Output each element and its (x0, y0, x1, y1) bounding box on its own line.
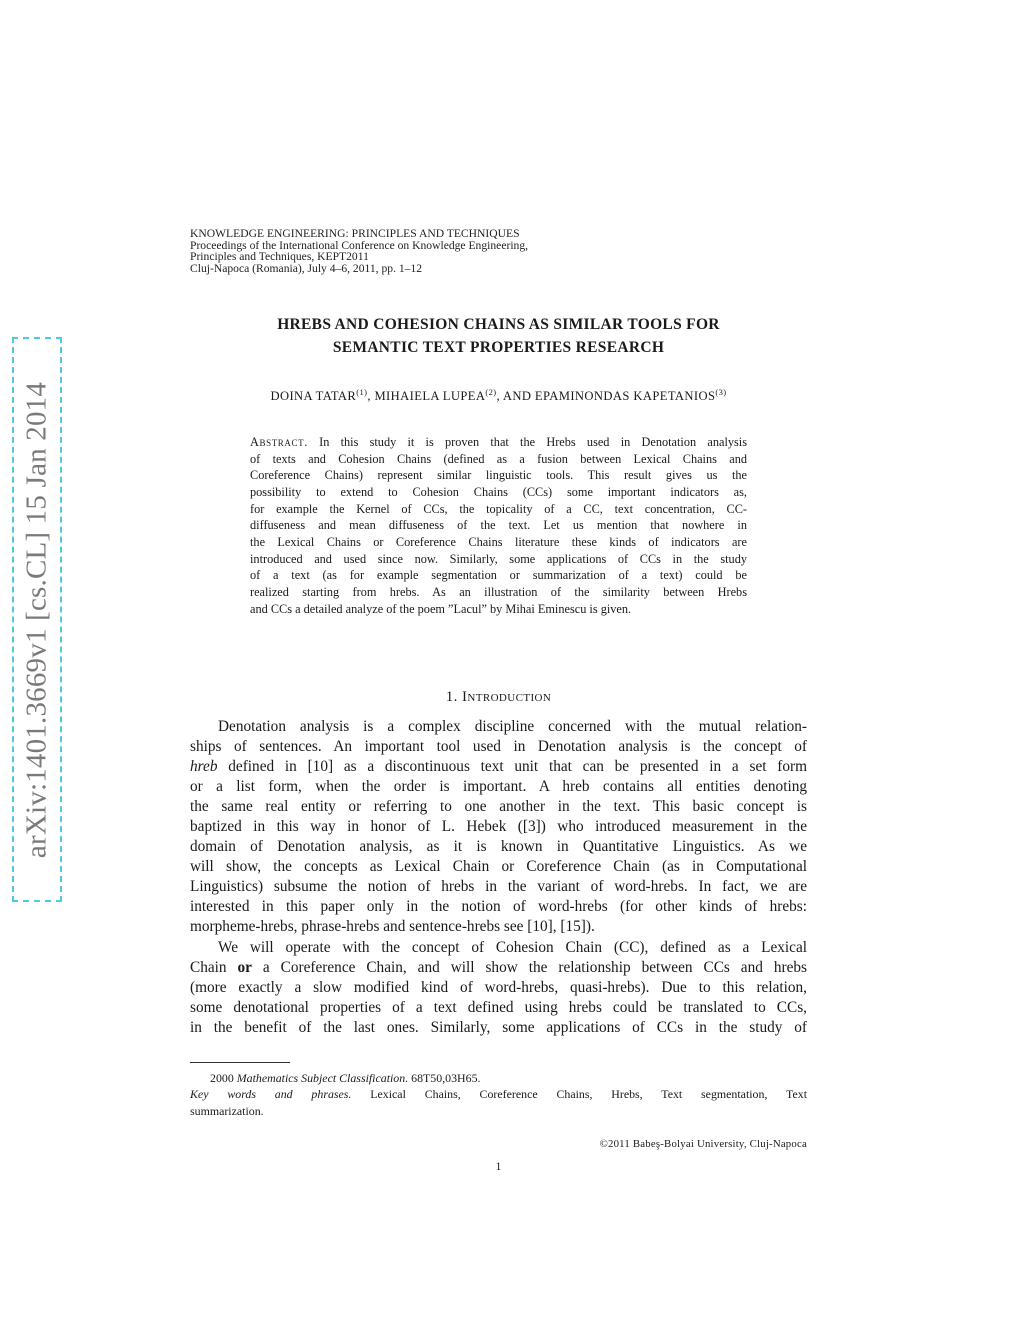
body-line: the same real entity or referring to one another in the text. This basic concept is (190, 798, 807, 816)
body-line: some denotational properties of a text defined using hrebs could be translated to CCs, (190, 998, 807, 1016)
author-name: DOINA TATAR (270, 389, 357, 404)
body-line (190, 757, 807, 777)
body-line: Linguistics) subsume the notion of hrebs in the variant of word-hrebs. In fact, we are (190, 878, 807, 896)
author-list (190, 387, 807, 404)
arxiv-identifier-stamp (12, 337, 62, 902)
abstract-line: and CCs a detailed analyze of the poem ”Lacul” by Mihai Eminescu is given. (250, 601, 632, 616)
header-line: Cluj-Napoca (Romania), July 4–6, 2011, pp. 1–12 (190, 261, 423, 275)
abstract-line: introduced and used since now. Similarly, some applications of CCs in the study (250, 551, 747, 566)
body-line: ships of sentences. An important tool used in Denotation analysis is the concept of (190, 738, 807, 756)
body-line: interested in this paper only in the notion of word-hrebs (for other kinds of hrebs: (190, 898, 807, 916)
section-number: 1. (445, 689, 458, 705)
abstract-label: Abstract. (250, 435, 308, 449)
footnotes (190, 1070, 807, 1119)
body-line: Denotation analysis is a complex discipline concerned with the mutual relation- (218, 718, 807, 735)
affiliation-mark: (2) (485, 387, 497, 397)
title-line: SEMANTIC TEXT PROPERTIES RESEARCH (332, 339, 665, 356)
abstract-line: diffuseness and mean diffuseness of the text. Let us mention that nowhere in (250, 518, 747, 533)
author-separator: , (367, 389, 375, 404)
abstract-text: In this study it is proven that the Hrebs used in Denotation analysis (307, 435, 747, 449)
abstract-line: the Lexical Chains or Coreference Chains literature these kinds of indicators are (250, 534, 747, 549)
abstract-line: of texts and Cohesion Chains (defined as a fusion between Lexical Chains and (250, 451, 747, 466)
abstract (250, 434, 747, 617)
body-text-run: a Coreference Chain, and will show the relationship between CCs and hrebs (251, 958, 807, 976)
affiliation-mark: (3) (715, 387, 727, 397)
abstract-line: realized starting from hrebs. As an illustration of the similarity between Hrebs (250, 584, 747, 599)
abstract-line: possibility to extend to Cohesion Chains (CCs) some important indicators as, (250, 484, 747, 499)
keywords-text: Lexical Chains, Coreference Chains, Hrebs, Text segmentation, Text (351, 1087, 807, 1102)
msc-year: 2000 (210, 1071, 237, 1085)
proceedings-header (190, 228, 528, 274)
body-line: We will operate with the concept of Cohesion Chain (CC), defined as a Lexical (218, 938, 807, 956)
section-heading (190, 689, 807, 706)
body-text-run: defined in [10] as a discontinuous text unit that can be presented in a set form (217, 758, 807, 776)
body-line: will show, the concepts as Lexical Chain or Coreference Chain (as in Computational (190, 858, 807, 876)
footnote-keywords-cont: summarization. (190, 1103, 264, 1118)
abstract-line: of a text (as for example segmentation or summarization of a text) could be (250, 568, 747, 583)
body-text (190, 717, 807, 1038)
body-line: baptized in this way in honor of L. Hebek ([3]) who introduced measurement in the (190, 818, 807, 836)
body-line: domain of Denotation analysis, as it is known in Quantitative Linguistics. As we (190, 838, 807, 856)
title-line: HREBS AND COHESION CHAINS AS SIMILAR TOOLS FOR (277, 316, 720, 333)
abstract-line (250, 434, 747, 451)
footnote-keywords (190, 1086, 807, 1102)
author-separator: , AND (496, 389, 535, 404)
paper-title (190, 313, 807, 359)
term-hreb: hreb (190, 758, 218, 776)
body-line: or a list form, when the order is important. A hreb contains all entities denoting (190, 778, 807, 796)
affiliation-mark: (1) (356, 387, 368, 397)
body-text-run: Chain (190, 958, 238, 976)
body-line: morpheme-hrebs, phrase-hrebs and sentence-hrebs see [10], [15]). (190, 918, 595, 936)
header-line: KNOWLEDGE ENGINEERING: PRINCIPLES AND TECHNIQUES (190, 227, 520, 240)
footnote-msc (190, 1070, 807, 1086)
abstract-line: for example the Kernel of CCs, the topicality of a CC, text concentration, CC- (250, 501, 747, 516)
body-line: in the benefit of the last ones. Similarly, some applications of CCs in the study of (190, 1018, 807, 1036)
section-title: Introduction (461, 689, 552, 705)
msc-codes: 68T50,03H65. (408, 1071, 481, 1085)
author-name: EPAMINONDAS KAPETANIOS (534, 389, 716, 404)
keywords-label: Key words and phrases. (190, 1087, 352, 1102)
author-name: MIHAIELA LUPEA (374, 389, 486, 404)
footnote-divider (190, 1062, 290, 1063)
body-line (190, 958, 807, 978)
bold-or: or (237, 958, 252, 976)
copyright-notice: ©2011 Babeş-Bolyai University, Cluj-Napoca (599, 1138, 807, 1150)
arxiv-identifier: arXiv:1401.3669v1 [cs.CL] 15 Jan 2014 (20, 381, 53, 858)
header-line: Principles and Techniques, KEPT2011 (190, 250, 369, 264)
abstract-line: Coreference Chains) represent similar linguistic tools. This result gives us the (250, 468, 747, 483)
header-line: Proceedings of the International Conference on Knowledge Engineering, (190, 238, 529, 252)
body-line: (more exactly a slow modified kind of word-hrebs, quasi-hrebs). Due to this relation, (190, 978, 807, 996)
page-number: 1 (495, 1159, 502, 1173)
msc-label: Mathematics Subject Classification. (236, 1071, 409, 1085)
